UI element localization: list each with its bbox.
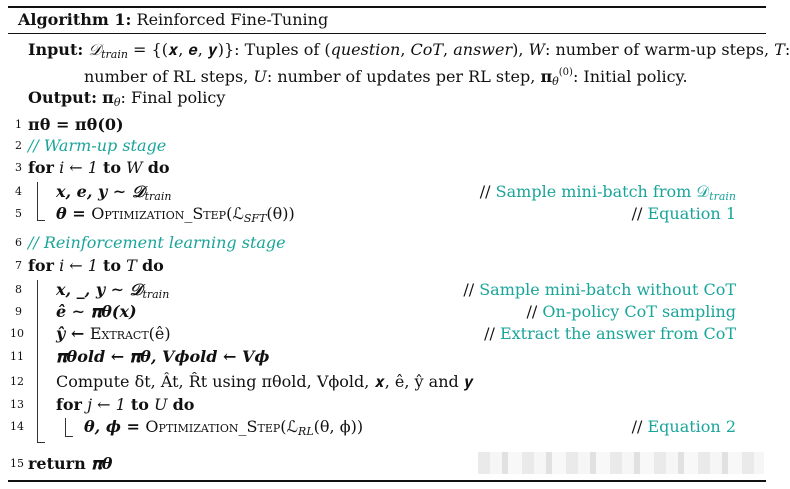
input-line-1: Input: 𝒟$_{train}$ = {(𝒙, 𝒆, 𝒚)}: Tuples of (question, CoT, answer), W: number of warm-up steps, T: (28, 40, 790, 61)
line-10: ŷ ← Extract(ê) (56, 324, 171, 343)
line-14: θ, ϕ = Optimization_Step(ℒ$_{RL}$(θ, ϕ)) (84, 417, 364, 438)
block-bar-inner (65, 418, 66, 436)
line-number: 5 (15, 207, 22, 220)
block-bar-warmup (37, 182, 38, 220)
line-number: 3 (15, 161, 22, 174)
line-1: 𝛑θ = 𝛑θ(0) (28, 115, 124, 134)
block-end-inner (65, 436, 73, 437)
line-15-return: return 𝛑θ (28, 454, 113, 473)
line-number: 2 (15, 139, 22, 152)
block-end-warmup (37, 220, 45, 221)
comment-line-4: // Sample mini-batch from 𝒟$_{train}$ (479, 182, 736, 203)
algorithm-name: Reinforced Fine-Tuning (136, 10, 329, 29)
top-rule (8, 6, 766, 8)
bottom-rule (8, 480, 766, 482)
output-line: Output: 𝛑$_\theta$: Final policy (28, 88, 226, 109)
comment-line-14: // Equation 2 (631, 417, 736, 436)
line-number: 15 (10, 457, 24, 470)
warmup-comment: // Warm-up stage (28, 136, 167, 155)
block-bar-rl (37, 280, 38, 442)
line-13-for: for j ← 1 to U do (56, 395, 195, 414)
algorithm-label: Algorithm 1: (18, 10, 132, 29)
line-number: 1 (15, 118, 22, 131)
line-8: 𝒙, _, 𝒚 ∼ 𝒟$_{train}$ (56, 280, 170, 301)
comment-line-10: // Extract the answer from CoT (484, 324, 736, 343)
line-12: Compute δt, Ât, R̂t using πθold, Vϕold, 𝒙, ê, ŷ and 𝒚 (56, 372, 474, 391)
line-5: θ = Optimization_Step(ℒ$_{SFT}$(θ)) (56, 204, 295, 225)
line-3-for: for i ← 1 to W do (28, 158, 170, 177)
line-number: 12 (10, 375, 24, 388)
line-number: 10 (10, 327, 24, 340)
line-9: ê ∼ 𝛑θ(𝒙) (56, 302, 137, 321)
line-number: 6 (15, 236, 22, 249)
line-11: 𝛑θold ← 𝛑θ, Vϕold ← Vϕ (56, 347, 270, 366)
line-4: 𝒙, 𝒆, 𝒚 ∼ 𝒟$_{train}$ (56, 182, 172, 203)
line-number: 7 (15, 259, 22, 272)
pixelated-watermark (478, 452, 764, 474)
block-end-rl (37, 442, 45, 443)
line-number: 11 (10, 350, 24, 363)
line-number: 4 (15, 185, 22, 198)
comment-line-5: // Equation 1 (631, 204, 736, 223)
line-number: 9 (15, 305, 22, 318)
algorithm-title (18, 10, 328, 29)
line-number: 8 (15, 283, 22, 296)
line-7-for: for i ← 1 to T do (28, 256, 164, 275)
title-rule (8, 33, 766, 34)
input-line-2: number of RL steps, U: number of updates per RL step, 𝛑$_\theta^{(0)}$: Initial policy. (84, 67, 688, 88)
comment-line-9: // On-policy CoT sampling (526, 302, 736, 321)
rl-comment: // Reinforcement learning stage (28, 233, 286, 252)
line-number: 14 (10, 420, 24, 433)
line-number: 13 (10, 398, 24, 411)
comment-line-8: // Sample mini-batch without CoT (463, 280, 736, 299)
